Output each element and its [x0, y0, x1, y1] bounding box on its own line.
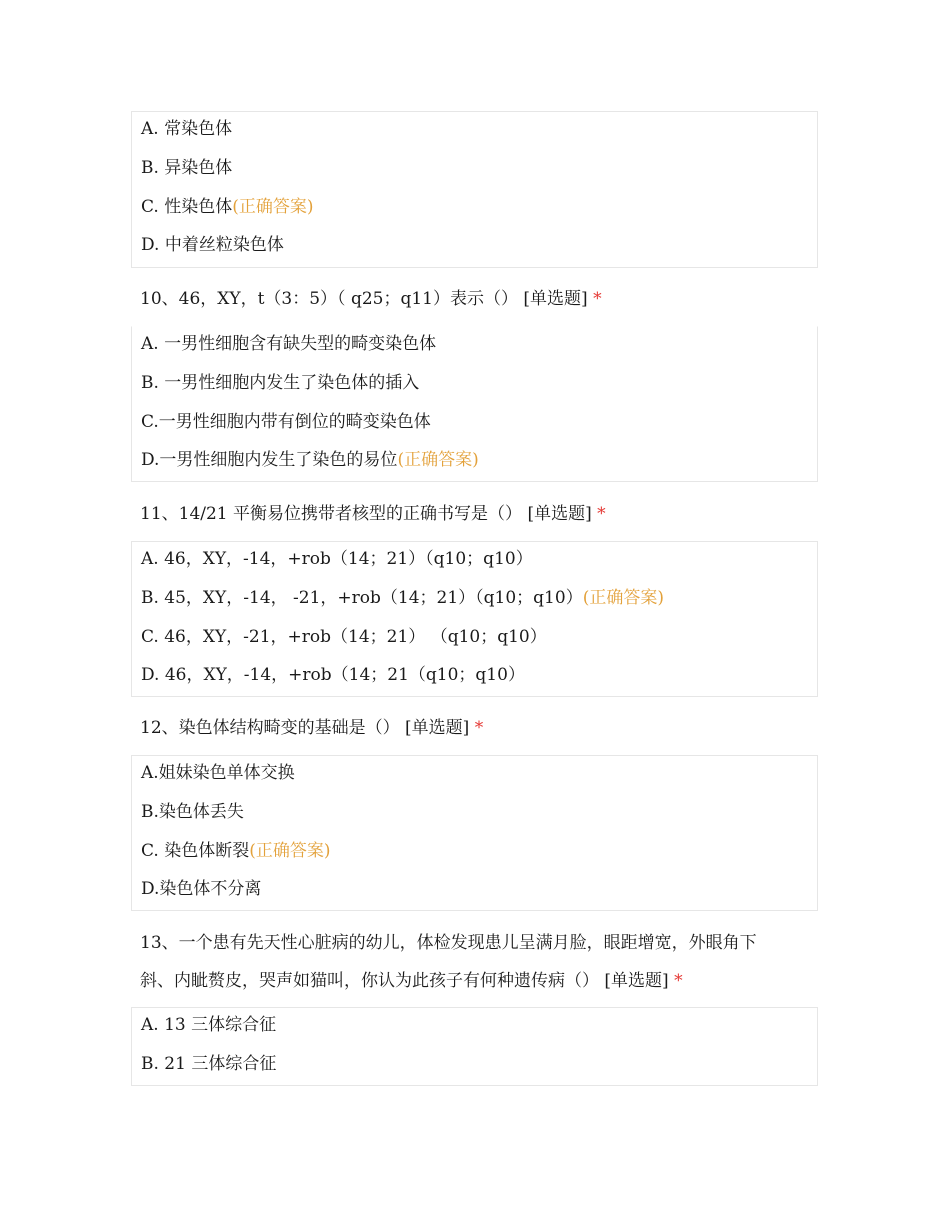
required-mark: *	[474, 718, 484, 738]
option-label: A. 一男性细胞含有缺失型的畸变染色体	[141, 334, 437, 354]
q10-option-c[interactable]	[141, 411, 431, 433]
required-mark: *	[674, 971, 683, 991]
q10-option-b[interactable]	[141, 372, 419, 394]
required-mark: *	[597, 504, 606, 524]
correct-answer-tag: (正确答案)	[232, 197, 314, 217]
option-label: B.染色体丢失	[141, 802, 244, 822]
option-label: A. 46，XY，-14，+rob（14；21）（q10；q10）	[141, 549, 533, 569]
q13-title-line1	[140, 932, 757, 954]
option-label: D.染色体不分离	[141, 879, 262, 899]
q12-option-d[interactable]	[141, 878, 261, 900]
option-label: B. 异染色体	[141, 158, 233, 178]
q12-options-box	[131, 755, 818, 911]
q11-option-b[interactable]	[141, 587, 664, 609]
correct-answer-tag: (正确答案)	[397, 450, 479, 470]
q11-option-a[interactable]	[141, 548, 533, 570]
q9-options-box	[131, 111, 818, 268]
option-label: C. 染色体断裂	[141, 841, 250, 861]
q13-option-b[interactable]	[141, 1053, 276, 1075]
q12-title	[140, 717, 483, 739]
question-text: 斜、内眦赘皮，哭声如猫叫，你认为此孩子有何种遗传病（）	[140, 971, 599, 991]
option-label: C.一男性细胞内带有倒位的畸变染色体	[141, 412, 431, 432]
question-type: [单选题]	[405, 718, 470, 738]
option-label: C. 性染色体	[141, 197, 233, 217]
q11-option-c[interactable]	[141, 626, 547, 648]
q9-option-c[interactable]	[141, 196, 313, 218]
q11-options-box	[131, 541, 818, 697]
option-label: D. 46，XY，-14，+rob（14；21（q10；q10）	[141, 665, 525, 685]
q9-option-b[interactable]	[141, 157, 232, 179]
option-label: A. 常染色体	[141, 119, 233, 139]
q13-options-box	[131, 1007, 818, 1086]
q10-option-a[interactable]	[141, 333, 436, 355]
correct-answer-tag: (正确答案)	[582, 588, 664, 608]
question-type: [单选题]	[527, 504, 592, 524]
q13-title-line2	[140, 970, 683, 992]
option-label: C. 46，XY，-21，+rob（14；21） （q10；q10）	[141, 627, 547, 647]
question-type: [单选题]	[604, 971, 669, 991]
q11-title	[140, 503, 606, 525]
option-label: B. 一男性细胞内发生了染色体的插入	[141, 373, 420, 393]
question-type: [单选题]	[523, 289, 588, 309]
question-text: 10、46，XY，t（3：5）（ q25；q11）表示（）	[140, 289, 518, 309]
q10-options-box	[131, 326, 818, 482]
correct-answer-tag: (正确答案)	[249, 841, 331, 861]
question-text: 12、染色体结构畸变的基础是（）	[140, 718, 400, 738]
option-label: B. 21 三体综合征	[141, 1054, 277, 1074]
q12-option-a[interactable]	[141, 762, 295, 784]
q10-title	[140, 288, 602, 310]
q10-option-d[interactable]	[141, 449, 479, 471]
q13-option-a[interactable]	[141, 1014, 276, 1036]
required-mark: *	[593, 289, 602, 309]
q12-option-c[interactable]	[141, 840, 330, 862]
q12-option-b[interactable]	[141, 801, 244, 823]
q11-option-d[interactable]	[141, 664, 525, 686]
option-label: B. 45，XY，-14， -21，+rob（14；21）（q10；q10）	[141, 588, 583, 608]
q9-option-a[interactable]	[141, 118, 232, 140]
option-label: D.一男性细胞内发生了染色的易位	[141, 450, 398, 470]
question-text: 13、一个患有先天性心脏病的幼儿，体检发现患儿呈满月脸，眼距增宽，外眼角下	[140, 933, 757, 953]
option-label: A. 13 三体综合征	[141, 1015, 277, 1035]
q9-option-d[interactable]	[141, 234, 284, 256]
option-label: A.姐妹染色单体交换	[141, 763, 295, 783]
option-label: D. 中着丝粒染色体	[141, 235, 284, 255]
question-text: 11、14/21 平衡易位携带者核型的正确书写是（）	[140, 504, 523, 524]
